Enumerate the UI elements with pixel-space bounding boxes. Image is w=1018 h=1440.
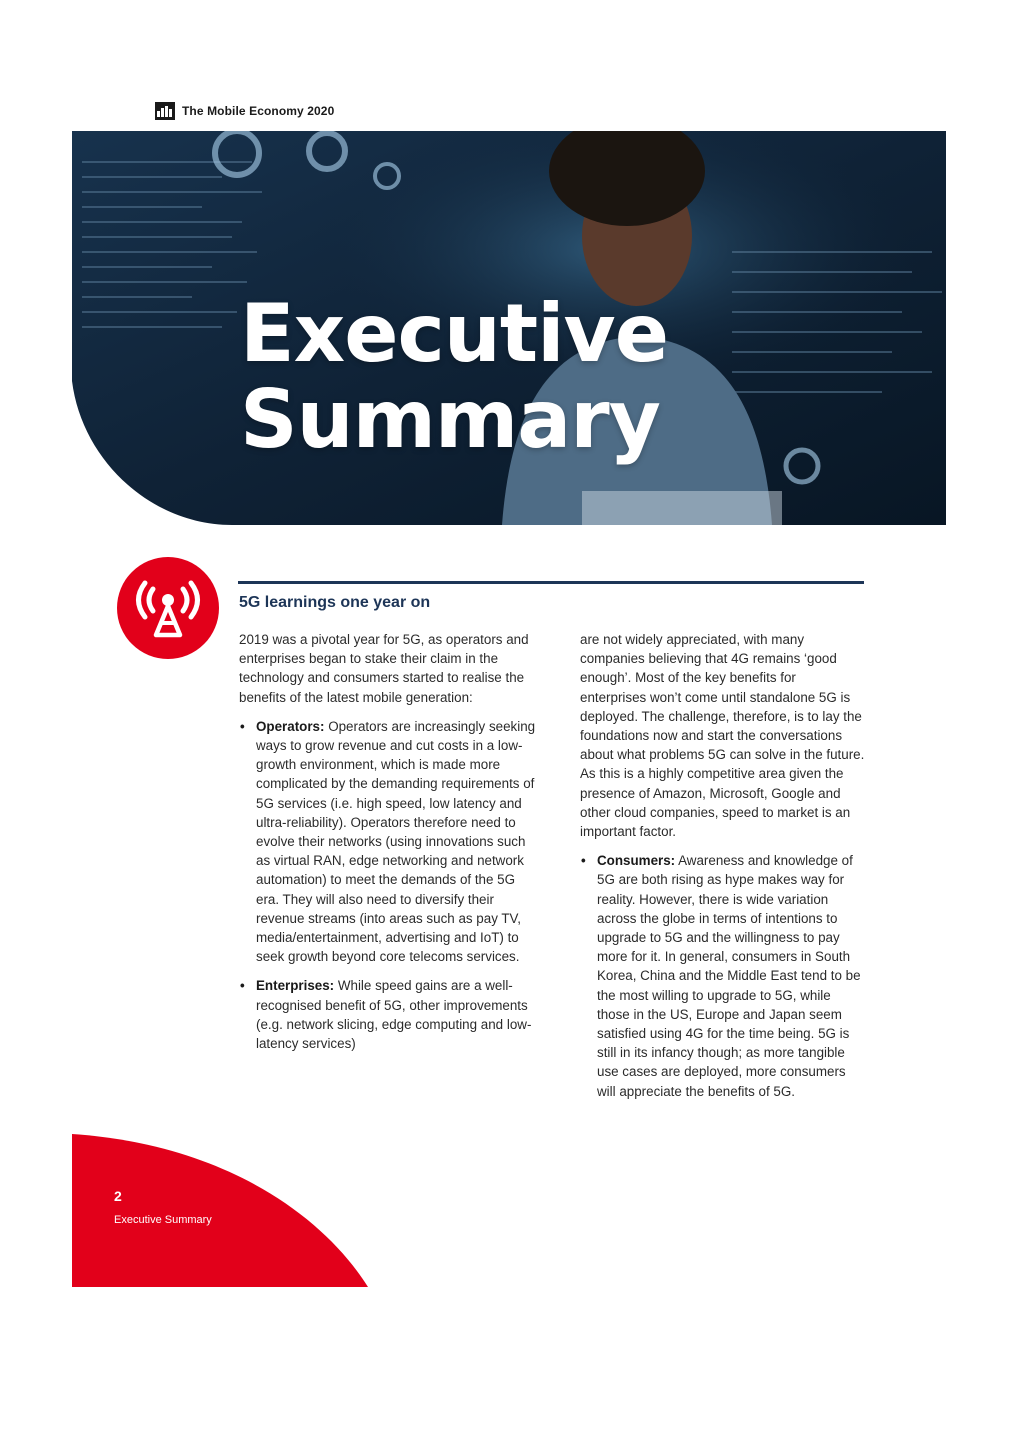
section-heading: 5G learnings one year on (239, 594, 431, 611)
text-column-right (580, 630, 865, 1111)
hero-title-line2: Summary (240, 373, 660, 466)
footer-red-shape (72, 1134, 372, 1287)
page-number: 2 (114, 1188, 122, 1204)
bullet-enterprises (239, 976, 541, 1053)
intro-paragraph: 2019 was a pivotal year for 5G, as operators and enterprises began to stake their claim in the technology and consumers started to realise the benefits of the latest mobile generation: (239, 632, 529, 705)
report-title: The Mobile Economy 2020 (182, 104, 335, 118)
section-icon-badge (117, 557, 219, 659)
hero-title-line1: Executive (240, 287, 668, 380)
enterprises-text: While speed gains are a well-recognised benefit of 5G, other improvements (e.g. network slicing, edge computing and low-latency services) (256, 978, 532, 1052)
section-divider (238, 581, 864, 584)
text-column-left (239, 630, 541, 1063)
bullet-operators (239, 717, 541, 967)
report-header (155, 101, 334, 121)
operators-text: Operators are increasingly seeking ways to grow revenue and cut costs in a low-growth environment, which is made more complicated by the demanding requirements of 5G services (i.e. high speed, low latency and ultra-reliability). Operators therefore need to evolve their networks (using innovations such as virtual RAN, edge networking and network automation) to meet the demands of the 5G era. They will also need to diversify their revenue streams (into areas such as pay TV, media/entertainment, advertising and IoT) to seek growth beyond core telecoms services. (256, 718, 536, 965)
building-logo-icon (155, 102, 175, 120)
antenna-signal-icon (117, 557, 219, 659)
enterprises-label: Enterprises: (256, 978, 335, 994)
consumers-label: Consumers: (597, 853, 676, 869)
hero-title (240, 287, 668, 466)
consumers-text: Awareness and knowledge of 5G are both rising as hype makes way for reality. However, there is wide variation across the globe in terms of intentions to upgrade to 5G and the willingness to pay more for it. In general, consumers in South Korea, China and the Middle East tend to be the most willing to upgrade to 5G, while those in the US, Europe and Japan seem satisfied using 4G for the time being. 5G is still in its infancy though; as more tangible use cases are deployed, more consumers will appreciate the benefits of 5G. (597, 853, 861, 1099)
enterprises-continued: are not widely appreciated, with many companies believing that 4G remains ‘good enough’. Most of the key benefits for enterprises won’t come until standalone 5G is deployed. The challenge, therefore, is to lay the foundations now and start the conversations about what problems 5G can solve in the future. As this is a highly competitive area given the presence of Amazon, Microsoft, Google and other cloud companies, speed to market is an important factor. (580, 632, 865, 840)
hero-banner (72, 131, 946, 525)
bullet-consumers (580, 851, 865, 1101)
operators-label: Operators: (256, 718, 325, 734)
footer-section-label: Executive Summary (114, 1214, 212, 1226)
